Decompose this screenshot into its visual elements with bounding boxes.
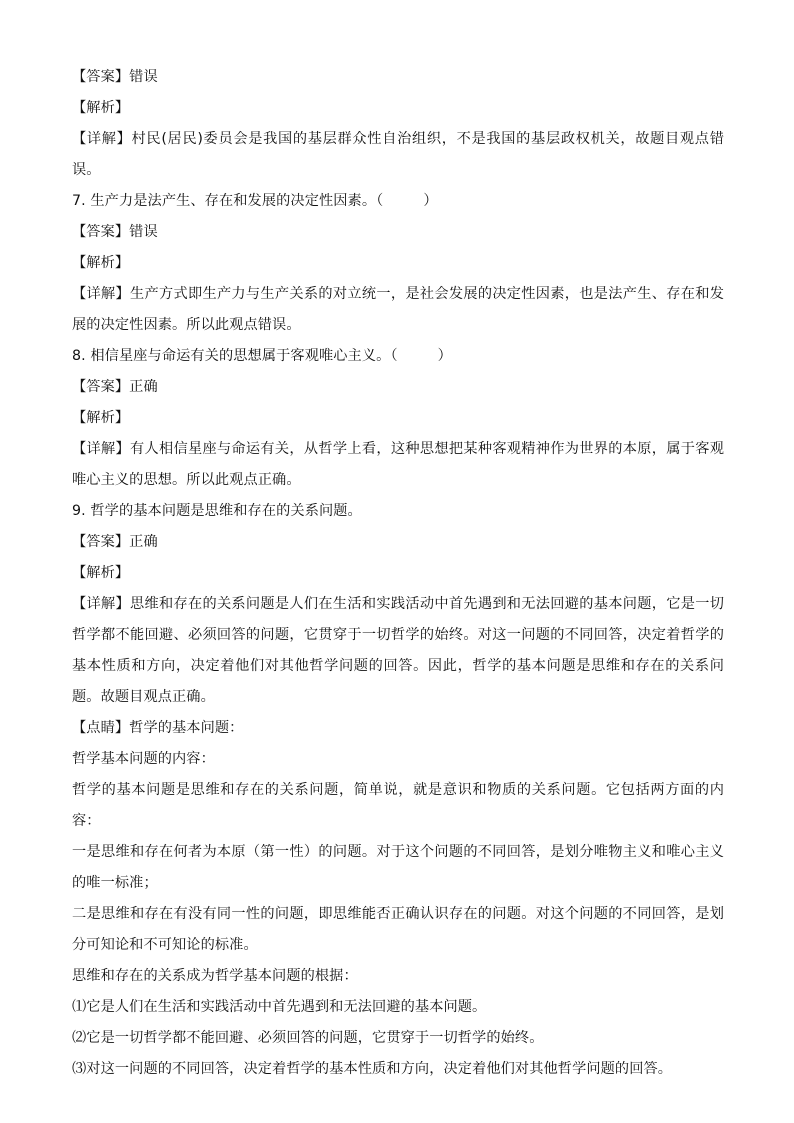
- question-close-paren: ）: [437, 348, 452, 364]
- tip-text: 哲学的基本问题：: [129, 720, 244, 736]
- tip-body-line: 思维和存在的关系成为哲学基本问题的根据：: [72, 968, 358, 984]
- answer-line: [72, 62, 724, 93]
- tip-body-line: 二是思维和存在有没有同一性的问题，即思维能否正确认识存在的问题。对这个问题的不同回答，是划分可知论和不可知论的标准。: [72, 906, 724, 953]
- analysis-line: [72, 93, 724, 124]
- detail-tag: 【详解】: [72, 596, 130, 612]
- tip-body-line: ⑶对这一问题的不同回答，决定着哲学的基本性质和方向，决定着他们对其他哲学问题的回答。: [72, 1061, 673, 1077]
- analysis-tag: 【解析】: [72, 255, 130, 271]
- analysis-line: [72, 403, 724, 434]
- answer-tag: 【答案】: [72, 379, 130, 395]
- tip-body-line: 哲学基本问题的内容：: [72, 751, 215, 767]
- detail-text: 生产方式即生产力与生产关系的对立统一，是社会发展的决定性因素，也是法产生、存在和发展的决定性因素。所以此观点错误。: [72, 286, 724, 333]
- question-number: 7.: [72, 193, 86, 209]
- answer-line: [72, 217, 724, 248]
- question-line: [72, 496, 724, 527]
- detail-tag: 【详解】: [72, 441, 130, 457]
- question-line: [72, 341, 724, 372]
- analysis-tag: 【解析】: [72, 100, 130, 116]
- detail-tag: 【详解】: [72, 286, 130, 302]
- tip-tag: 【点睛】: [72, 720, 130, 736]
- answer-line: [72, 527, 724, 558]
- detail-text: 有人相信星座与命运有关，从哲学上看，这种思想把某种客观精神作为世界的本原，属于客观唯心主义的思想。所以此观点正确。: [72, 441, 724, 488]
- detail-paragraph: [72, 434, 724, 496]
- detail-tag: 【详解】: [72, 131, 132, 147]
- answer-tag: 【答案】: [72, 69, 130, 85]
- detail-text: 思维和存在的关系问题是人们在生活和实践活动中首先遇到和无法回避的基本问题，它是一切哲学都不能回避、必须回答的问题，它贯穿于一切哲学的始终。对这一问题的不同回答，决定着哲学的基本性质和方向，决定着他们对其他哲学问题的回答。因此，哲学的基本问题是思维和存在的关系问题。故题目观点正确。: [72, 596, 724, 705]
- answer-text: 正确: [129, 534, 158, 550]
- answer-text: 错误: [129, 69, 158, 85]
- question-line: [72, 186, 724, 217]
- analysis-line: [72, 248, 724, 279]
- question-text: 生产力是法产生、存在和发展的决定性因素。（: [90, 193, 384, 209]
- question-number: 9.: [72, 503, 86, 519]
- detail-text: 村民(居民)委员会是我国的基层群众性自治组织，不是我国的基层政权机关，故题目观点错误。: [72, 131, 724, 178]
- document-page: [72, 62, 724, 1085]
- answer-text: 正确: [129, 379, 158, 395]
- answer-text: 错误: [129, 224, 158, 240]
- question-number: 8.: [72, 348, 86, 364]
- answer-line: [72, 372, 724, 403]
- analysis-line: [72, 558, 724, 589]
- tip-body-line: 一是思维和存在何者为本原（第一性）的问题。对于这个问题的不同回答，是划分唯物主义和唯心主义的唯一标准；: [72, 844, 724, 891]
- detail-paragraph: [72, 124, 724, 186]
- answer-tag: 【答案】: [72, 224, 130, 240]
- tip-body-line: 哲学的基本问题是思维和存在的关系问题，简单说，就是意识和物质的关系问题。它包括两方面的内容：: [72, 782, 724, 829]
- tip-body-line: ⑴它是人们在生活和实践活动中首先遇到和无法回避的基本问题。: [72, 999, 487, 1015]
- answer-tag: 【答案】: [72, 534, 130, 550]
- analysis-tag: 【解析】: [72, 565, 130, 581]
- question-text: 哲学的基本问题是思维和存在的关系问题。: [90, 503, 362, 519]
- detail-paragraph: [72, 589, 724, 713]
- detail-paragraph: [72, 279, 724, 341]
- tip-line: [72, 713, 724, 744]
- analysis-tag: 【解析】: [72, 410, 130, 426]
- tip-body-line: ⑵它是一切哲学都不能回避、必须回答的问题，它贯穿于一切哲学的始终。: [72, 1030, 544, 1046]
- question-close-paren: ）: [423, 193, 438, 209]
- question-text: 相信星座与命运有关的思想属于客观唯心主义。（: [90, 348, 398, 364]
